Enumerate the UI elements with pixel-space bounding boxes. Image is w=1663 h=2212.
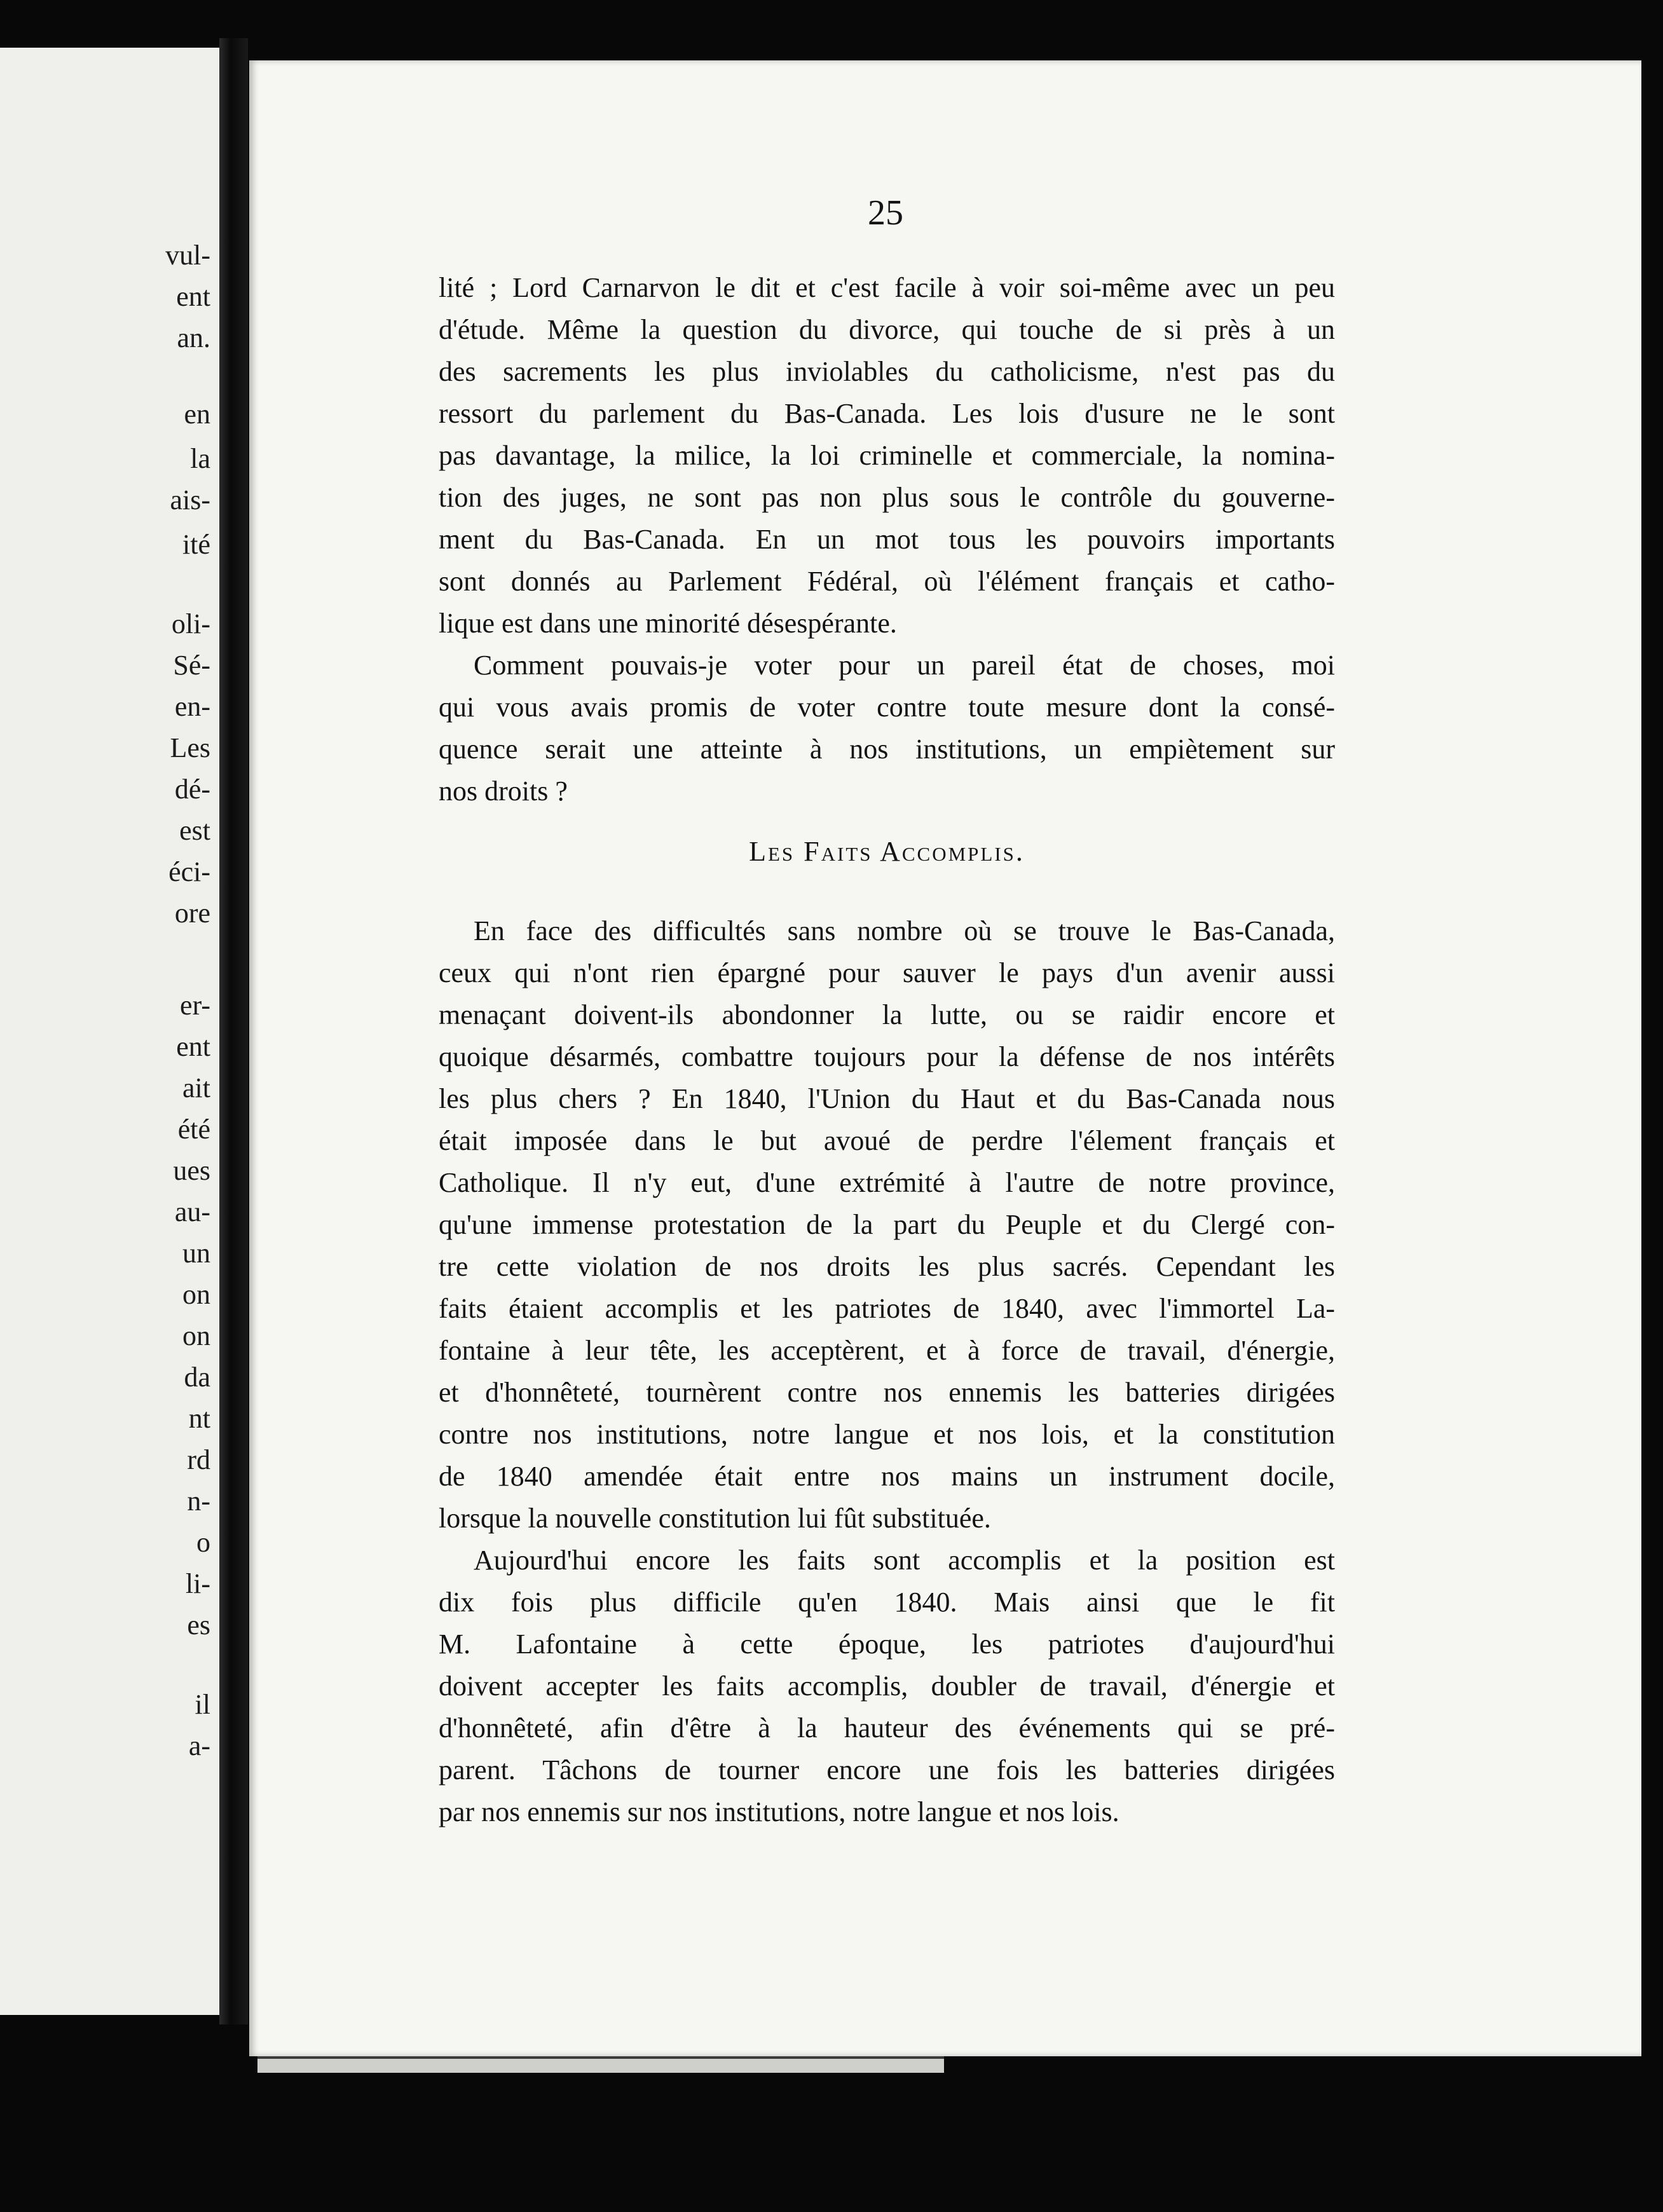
section-heading: Les Faits Accomplis. (749, 836, 1025, 867)
text-line: parent. Tâchons de tourner encore une fois les batteries dirigées (439, 1754, 1335, 1785)
left-page-fragment: éci- (168, 856, 210, 887)
paragraph-4 (439, 1540, 1335, 1833)
text-line: de 1840 amendée était entre nos mains un instrument docile, (439, 1461, 1335, 1492)
left-page-fragment: ais- (170, 484, 210, 515)
text-line: des sacrements les plus inviolables du catholicisme, n'est pas du (439, 356, 1335, 387)
text-line: lité ; Lord Carnarvon le dit et c'est facile à voir soi-même avec un peu (439, 272, 1335, 303)
text-line: En face des difficultés sans nombre où se trouve le Bas-Canada, (474, 915, 1335, 946)
left-page-fragment: es (187, 1609, 210, 1641)
body-text-bottom (439, 910, 1335, 1833)
left-page-fragment: ité (182, 529, 210, 560)
page-stack-edge (257, 2056, 944, 2073)
left-page-fragment: est (179, 815, 210, 846)
left-facing-page (0, 48, 219, 2015)
text-line: contre nos institutions, notre langue et nos lois, et la constitution (439, 1419, 1335, 1450)
text-line: d'étude. Même la question du divorce, qui touche de si près à un (439, 314, 1335, 345)
text-line: tion des juges, ne sont pas non plus sous le contrôle du gouverne- (439, 482, 1335, 513)
text-line: lorsque la nouvelle constitution lui fût substituée. (439, 1503, 991, 1534)
text-line: par nos ennemis sur nos institutions, notre langue et nos lois. (439, 1796, 1119, 1827)
text-line: dix fois plus difficile qu'en 1840. Mais ainsi que le fit (439, 1587, 1335, 1618)
text-line: Catholique. Il n'y eut, d'une extrémité à l'autre de notre province, (439, 1167, 1335, 1198)
paragraph-2 (439, 645, 1335, 812)
text-line: d'honnêteté, afin d'être à la hauteur des événements qui se pré- (439, 1712, 1335, 1744)
text-line: ceux qui n'ont rien épargné pour sauver le pays d'un avenir aussi (439, 957, 1335, 988)
left-page-fragment: ues (173, 1155, 210, 1186)
text-line: les plus chers ? En 1840, l'Union du Haut et du Bas-Canada nous (439, 1083, 1335, 1114)
left-page-fragment: rd (187, 1444, 210, 1475)
text-line: M. Lafontaine à cette époque, les patriotes d'aujourd'hui (439, 1628, 1335, 1660)
left-page-fragment: vul- (165, 240, 210, 271)
left-page-fragment: n- (187, 1485, 210, 1517)
paragraph-1 (439, 267, 1335, 645)
text-line: était imposée dans le but avoué de perdre l'élement français et (439, 1125, 1335, 1156)
text-line: doivent accepter les faits accomplis, doubler de travail, d'énergie et (439, 1670, 1335, 1702)
left-page-fragment: au- (174, 1196, 210, 1227)
left-page-fragment: en (184, 399, 210, 430)
text-line: tre cette violation de nos droits les plus sacrés. Cependant les (439, 1251, 1335, 1282)
left-page-fragment: il (195, 1689, 210, 1720)
text-line: ment du Bas-Canada. En un mot tous les pouvoirs importants (439, 524, 1335, 555)
text-line: Comment pouvais-je voter pour un pareil état de choses, moi (474, 650, 1335, 681)
left-page-fragment: Les (170, 732, 210, 763)
left-page-fragment: été (177, 1114, 210, 1145)
left-page-fragment: ent (176, 281, 210, 312)
left-page-fragment: da (184, 1362, 210, 1393)
left-page-fragment: dé- (174, 774, 210, 805)
text-line: menaçant doivent-ils abondonner la lutte, ou se raidir encore et (439, 999, 1335, 1030)
text-line: et d'honnêteté, tournèrent contre nos ennemis les batteries dirigées (439, 1377, 1335, 1408)
text-line: nos droits ? (439, 775, 568, 807)
text-line: pas davantage, la milice, la loi criminelle et commerciale, la nomina- (439, 440, 1335, 471)
text-line: quoique désarmés, combattre toujours pour la défense de nos intérêts (439, 1041, 1335, 1072)
left-page-fragment: en- (174, 691, 210, 722)
text-line: quence serait une atteinte à nos institutions, un empiètement sur (439, 734, 1335, 765)
text-line: qu'une immense protestation de la part du Peuple et du Clergé con- (439, 1209, 1335, 1240)
text-line: ressort du parlement du Bas-Canada. Les lois d'usure ne le sont (439, 398, 1335, 429)
left-page-fragment: on (182, 1279, 210, 1310)
left-page-fragment: nt (188, 1403, 210, 1434)
paragraph-3 (439, 910, 1335, 1540)
left-page-fragment: ent (176, 1031, 210, 1062)
text-line: qui vous avais promis de voter contre toute mesure dont la consé- (439, 692, 1335, 723)
left-page-fragment: ait (182, 1072, 210, 1103)
left-page-fragment: oli- (171, 608, 210, 639)
left-page-fragment: Sé- (173, 650, 210, 681)
text-line: fontaine à leur tête, les acceptèrent, et à force de travail, d'énergie, (439, 1335, 1335, 1366)
left-page-fragment: an. (177, 322, 210, 353)
book-gutter (219, 38, 248, 2024)
text-line: Aujourd'hui encore les faits sont accomplis et la position est (474, 1545, 1335, 1576)
left-page-fragment: er- (180, 990, 210, 1021)
left-page-fragment: ore (174, 898, 210, 929)
left-page-fragment: la (190, 443, 210, 474)
left-page-fragment: a- (188, 1730, 210, 1761)
left-page-fragment: li- (185, 1568, 210, 1599)
body-text-top (439, 267, 1335, 812)
page-number: 25 (868, 193, 903, 233)
text-line: sont donnés au Parlement Fédéral, où l'élément français et catho- (439, 566, 1335, 597)
left-page-fragment: un (182, 1238, 210, 1269)
text-line: lique est dans une minorité désespérante. (439, 608, 897, 639)
left-page-fragment: o (196, 1527, 210, 1558)
left-page-fragment: on (182, 1320, 210, 1351)
text-line: faits étaient accomplis et les patriotes de 1840, avec l'immortel La- (439, 1293, 1335, 1324)
